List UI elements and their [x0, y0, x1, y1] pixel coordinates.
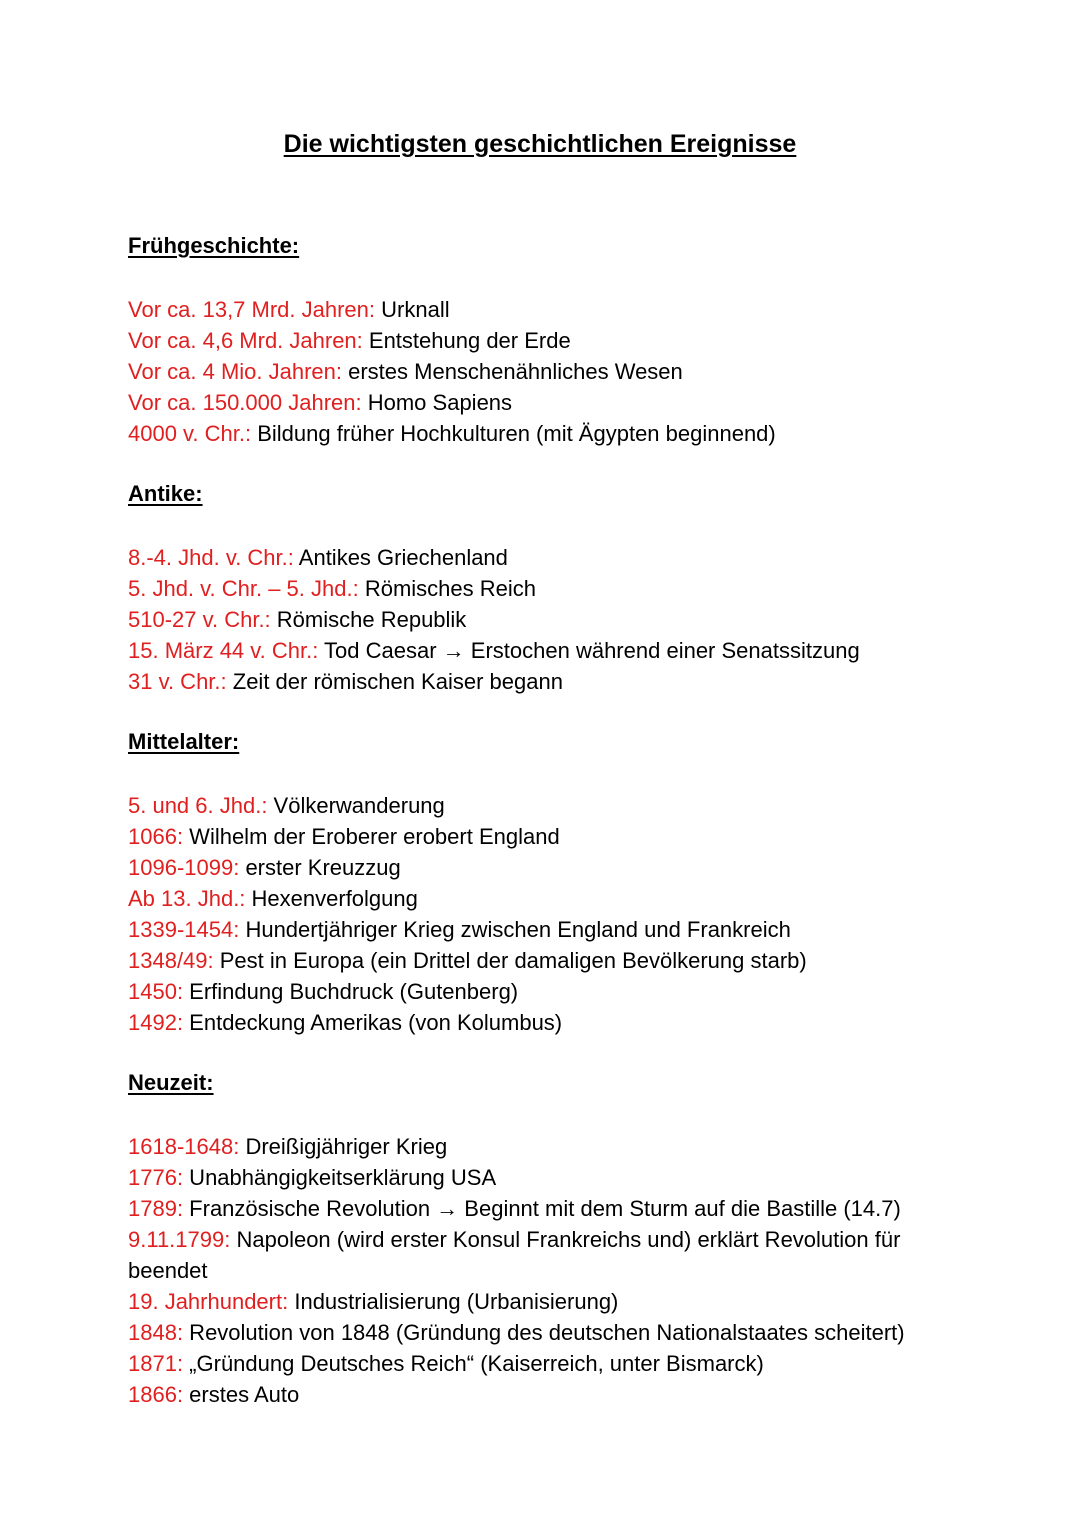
entry-date: 4000 v. Chr.: — [128, 421, 252, 446]
timeline-entry — [128, 666, 980, 697]
timeline-entry — [128, 1317, 980, 1348]
entry-date: 1848: — [128, 1320, 184, 1345]
timeline-entry — [128, 1348, 980, 1379]
timeline-entry — [128, 1193, 980, 1224]
timeline-entry — [128, 852, 980, 883]
entry-description: erster Kreuzzug — [239, 855, 401, 880]
timeline-entry — [128, 883, 980, 914]
entry-list — [128, 294, 980, 449]
timeline-entry — [128, 604, 980, 635]
entry-date: 1871: — [128, 1351, 184, 1376]
entry-description: Französische Revolution → Beginnt mit dem Sturm auf die Bastille (14.7) — [183, 1196, 901, 1221]
entry-date: Vor ca. 4 Mio. Jahren: — [128, 359, 342, 384]
timeline-entry — [128, 294, 980, 325]
entry-date: 1339-1454: — [128, 917, 240, 942]
entry-description: Hexenverfolgung — [245, 886, 418, 911]
entry-date: 510-27 v. Chr.: — [128, 607, 271, 632]
section-antike — [128, 480, 980, 697]
timeline-entry — [128, 1162, 980, 1193]
entry-description: Zeit der römischen Kaiser begann — [226, 669, 563, 694]
entry-date: 8.-4. Jhd. v. Chr.: — [128, 545, 294, 570]
section-heading: Frühgeschichte: — [128, 233, 300, 258]
timeline-entry — [128, 418, 980, 449]
entry-description: Dreißigjähriger Krieg — [239, 1134, 448, 1159]
entry-description: Napoleon (wird erster Konsul Frankreichs und) erklärt Revolution für beendet — [128, 1227, 901, 1283]
entry-date: Vor ca. 150.000 Jahren: — [128, 390, 362, 415]
section-fruehgeschichte — [128, 232, 980, 449]
timeline-entry — [128, 1286, 980, 1317]
timeline-entry — [128, 387, 980, 418]
entry-date: 9.11.1799: — [128, 1227, 231, 1252]
entry-description: Homo Sapiens — [361, 390, 513, 415]
timeline-entry — [128, 573, 980, 604]
entry-description: erstes Auto — [183, 1382, 300, 1407]
entry-description: Hundertjähriger Krieg zwischen England und Frankreich — [239, 917, 791, 942]
entry-description: Bildung früher Hochkulturen (mit Ägypten beginnend) — [251, 421, 776, 446]
entry-date: 5. Jhd. v. Chr. – 5. Jhd.: — [128, 576, 359, 601]
entry-date: 1789: — [128, 1196, 184, 1221]
section-heading: Neuzeit: — [128, 1070, 214, 1095]
entry-date: Vor ca. 4,6 Mrd. Jahren: — [128, 328, 363, 353]
timeline-entry — [128, 542, 980, 573]
entry-description: Entstehung der Erde — [362, 328, 571, 353]
timeline-entry — [128, 821, 980, 852]
timeline-entry — [128, 635, 980, 666]
entry-date: 1450: — [128, 979, 184, 1004]
entry-date: Vor ca. 13,7 Mrd. Jahren: — [128, 297, 376, 322]
timeline-entry — [128, 914, 980, 945]
entry-description: Völkerwanderung — [267, 793, 445, 818]
section-heading: Antike: — [128, 481, 203, 506]
entry-description: Unabhängigkeitserklärung USA — [183, 1165, 497, 1190]
entry-date: 31 v. Chr.: — [128, 669, 227, 694]
entry-description: Pest in Europa (ein Drittel der damaligen Bevölkerung starb) — [213, 948, 807, 973]
entry-description: Römische Republik — [270, 607, 467, 632]
entry-list — [128, 790, 980, 1038]
section-mittelalter — [128, 728, 980, 1038]
entry-description: Industrialisierung (Urbanisierung) — [288, 1289, 619, 1314]
section-heading: Mittelalter: — [128, 729, 240, 754]
entry-description: „Gründung Deutsches Reich“ (Kaiserreich, unter Bismarck) — [183, 1351, 764, 1376]
entry-date: 1866: — [128, 1382, 184, 1407]
entry-description: Urknall — [375, 297, 450, 322]
entry-description: Römisches Reich — [358, 576, 536, 601]
entry-date: 19. Jahrhundert: — [128, 1289, 289, 1314]
timeline-entry — [128, 790, 980, 821]
timeline-entry — [128, 945, 980, 976]
entry-date: 15. März 44 v. Chr.: — [128, 638, 319, 663]
timeline-entry — [128, 1379, 980, 1410]
entry-description: Tod Caesar → Erstochen während einer Senatssitzung — [318, 638, 860, 663]
timeline-entry — [128, 356, 980, 387]
entry-date: 1066: — [128, 824, 184, 849]
entry-list — [128, 1131, 980, 1410]
document-title: Die wichtigsten geschichtlichen Ereignisse — [283, 130, 797, 158]
entry-description: erstes Menschenähnliches Wesen — [342, 359, 683, 384]
timeline-entry — [128, 1007, 980, 1038]
entry-description: Wilhelm der Eroberer erobert England — [183, 824, 560, 849]
entry-date: 1492: — [128, 1010, 184, 1035]
entry-description: Entdeckung Amerikas (von Kolumbus) — [183, 1010, 563, 1035]
timeline-entry — [128, 1131, 980, 1162]
entry-date: 1096-1099: — [128, 855, 240, 880]
section-neuzeit — [128, 1069, 980, 1410]
timeline-entry — [128, 976, 980, 1007]
entry-description: Revolution von 1848 (Gründung des deutschen Nationalstaates scheitert) — [183, 1320, 905, 1345]
entry-date: 1618-1648: — [128, 1134, 240, 1159]
timeline-entry — [128, 1224, 980, 1286]
entry-list — [128, 542, 980, 697]
entry-date: 5. und 6. Jhd.: — [128, 793, 268, 818]
entry-date: 1776: — [128, 1165, 184, 1190]
entry-description: Antikes Griechenland — [293, 545, 508, 570]
entry-description: Erfindung Buchdruck (Gutenberg) — [183, 979, 519, 1004]
entry-date: Ab 13. Jhd.: — [128, 886, 246, 911]
entry-date: 1348/49: — [128, 948, 214, 973]
timeline-entry — [128, 325, 980, 356]
